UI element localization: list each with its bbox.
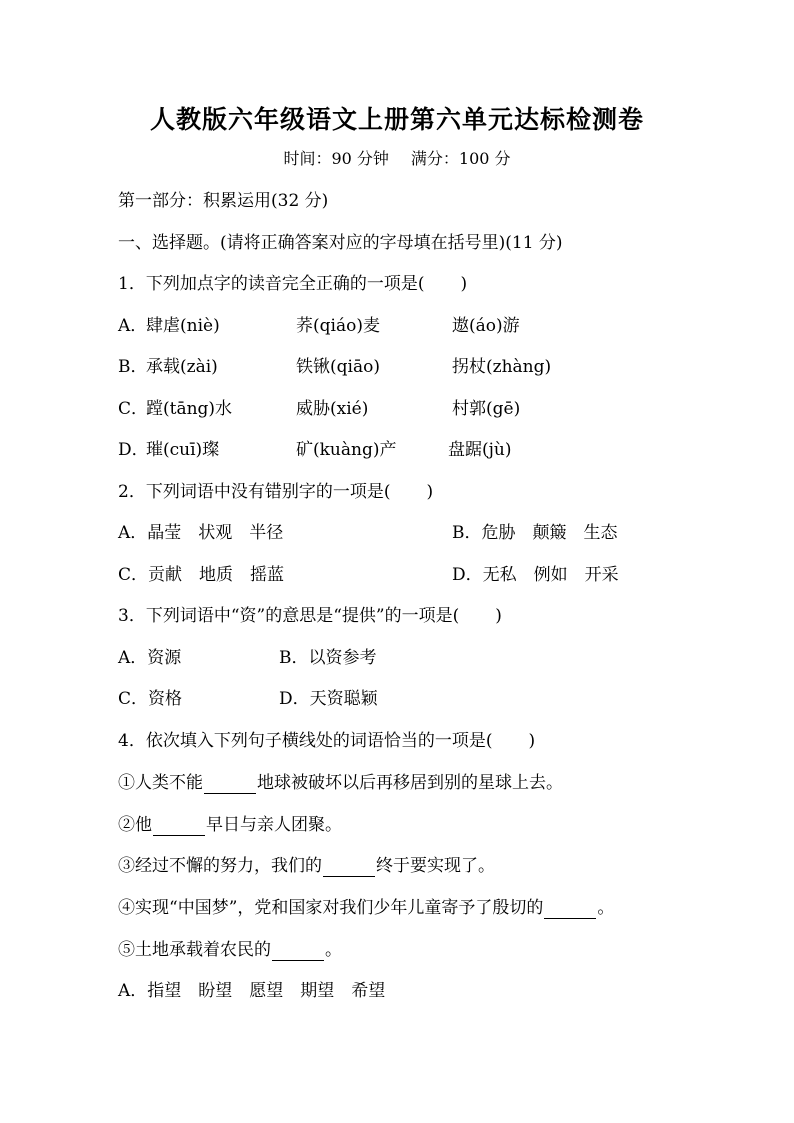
q3-option-d: D．天资聪颖 xyxy=(279,689,378,709)
q3-option-c: C．资格 xyxy=(118,689,183,709)
q4-sentence-3: ③经过不懈的努力，我们的 终于要实现了。 xyxy=(118,856,495,876)
question-4: 4．依次填入下列句子横线处的词语恰当的一项是( ) xyxy=(118,731,536,751)
question-3: 3．下列词语中“资”的意思是“提供”的一项是( ) xyxy=(118,606,502,626)
fill-blank[interactable] xyxy=(153,818,205,836)
fill-blank[interactable] xyxy=(204,776,256,794)
exam-score: 满分：100 分 xyxy=(410,149,511,168)
part-heading: 第一部分：积累运用(32 分) xyxy=(118,191,329,211)
exam-time: 时间：90 分钟 xyxy=(283,149,389,168)
q2-option-a: A．晶莹 状观 半径 xyxy=(118,523,284,543)
document-title: 人教版六年级语文上册第六单元达标检测卷 xyxy=(149,105,644,134)
question-stem: 2．下列词语中没有错别字的一项是( xyxy=(118,482,391,502)
fill-blank[interactable] xyxy=(272,943,324,961)
q3-option-b: B．以资参考 xyxy=(279,648,377,668)
fill-blank[interactable] xyxy=(544,901,596,919)
q4-sentence-4: ④实现“中国梦”，党和国家对我们少年儿童寄予了殷切的 。 xyxy=(118,898,615,918)
question-stem: 3．下列词语中“资”的意思是“提供”的一项是( xyxy=(118,606,460,626)
q2-option-b: B．危胁 颠簸 生态 xyxy=(452,523,618,543)
q4-sentence-2: ②他 早日与亲人团聚。 xyxy=(118,815,342,835)
q2-option-c: C．贡献 地质 摇蓝 xyxy=(118,565,285,585)
question-stem: 1．下列加点字的读音完全正确的一项是( xyxy=(118,274,425,294)
q2-option-d: D．无私 例如 开采 xyxy=(452,565,619,585)
q4-option-a: A．指望 盼望 愿望 期望 希望 xyxy=(118,981,386,1001)
fill-blank[interactable] xyxy=(323,859,375,877)
question-2: 2．下列词语中没有错别字的一项是( ) xyxy=(118,482,434,502)
question-stem: 4．依次填入下列句子横线处的词语恰当的一项是( xyxy=(118,731,493,751)
q3-option-a: A．资源 xyxy=(118,648,182,668)
question-1: 1．下列加点字的读音完全正确的一项是( ) xyxy=(118,274,468,294)
q4-sentence-5: ⑤土地承载着农民的 。 xyxy=(118,940,342,960)
section-heading: 一、选择题。(请将正确答案对应的字母填在括号里)(11 分) xyxy=(118,233,563,253)
exam-meta xyxy=(0,148,794,170)
q4-sentence-1: ①人类不能 地球被破坏以后再移居到别的星球上去。 xyxy=(118,773,563,793)
